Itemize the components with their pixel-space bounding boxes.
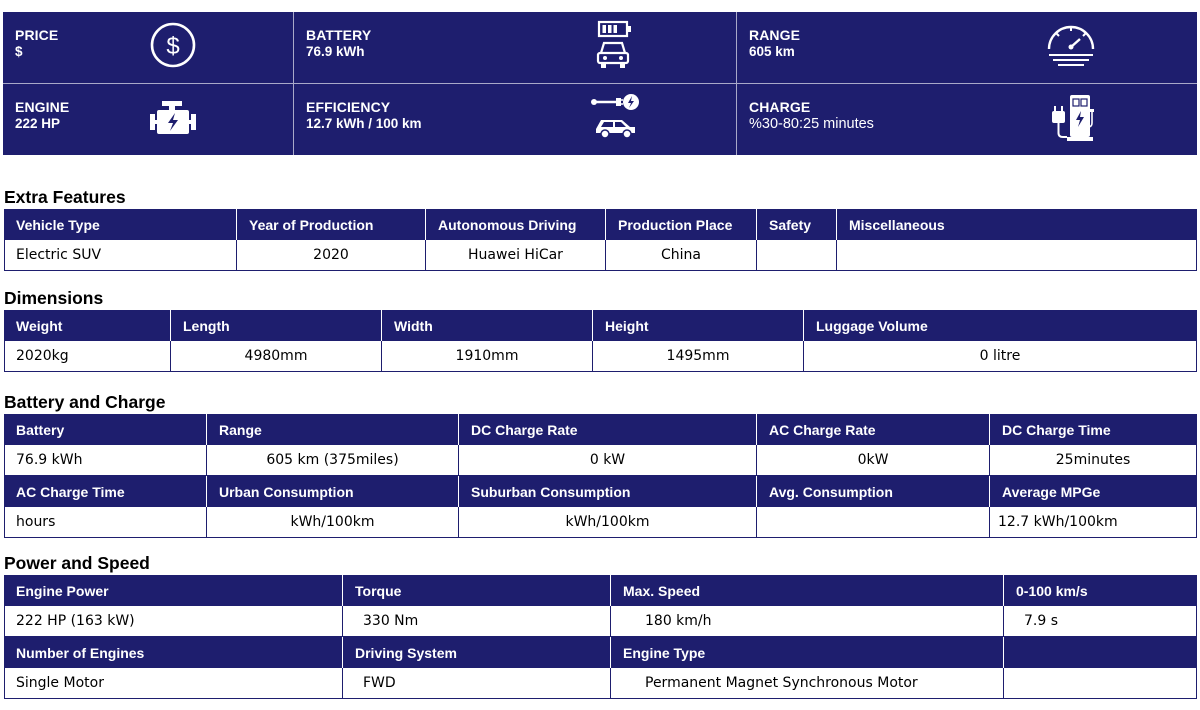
table-header-cell: 0-100 km/s [1016, 582, 1088, 599]
table-header-cell: Year of Production [237, 209, 426, 240]
engine-icon [145, 89, 201, 145]
charging-station-icon [1043, 89, 1099, 145]
table-cell: Electric SUV [4, 240, 237, 270]
table-header-cell: DC Charge Rate [459, 414, 757, 445]
extra-features-table [4, 209, 1197, 271]
spec-summary-banner [3, 12, 1197, 155]
range-summary [737, 12, 1197, 82]
table-cell: 0kW [757, 445, 990, 475]
table-header-cell: Torque [343, 575, 611, 606]
table-cell: FWD [343, 668, 611, 698]
charge-label: CHARGE [749, 99, 811, 115]
table-cell [757, 240, 837, 270]
engine-value: 222 HP [15, 116, 61, 131]
range-value: 605 km [749, 44, 795, 59]
svg-text:$: $ [166, 33, 180, 60]
table-header-cell: Miscellaneous [849, 216, 945, 233]
table-header-cell: Suburban Consumption [459, 476, 757, 507]
engine-summary [3, 84, 293, 154]
engine-label: ENGINE [15, 99, 70, 115]
efficiency-summary [294, 84, 736, 154]
table-header-cell: Engine Power [4, 575, 343, 606]
table-cell: 25minutes [990, 445, 1197, 475]
section-title-dimensions: Dimensions [4, 288, 104, 308]
table-cell [1004, 668, 1197, 698]
table-header-cell: Weight [4, 310, 171, 341]
section-title-power-speed: Power and Speed [4, 553, 150, 573]
table-header-row [4, 414, 1197, 445]
table-header-cell: AC Charge Rate [757, 414, 990, 445]
table-cell: Huawei HiCar [426, 240, 606, 270]
charge-summary [737, 84, 1197, 154]
table-header-row [4, 575, 1197, 606]
table-cell: 4980mm [171, 341, 382, 371]
table-cell: kWh/100km [207, 507, 459, 537]
table-cell: 0 kW [459, 445, 757, 475]
table-header-row [4, 637, 1197, 668]
table-cell: 1495mm [593, 341, 804, 371]
table-cell: 2020 [237, 240, 426, 270]
table-row [4, 606, 1197, 637]
table-header-cell: Battery [4, 414, 207, 445]
efficiency-label: EFFICIENCY [306, 99, 391, 115]
table-header-cell: Height [593, 310, 804, 341]
table-cell: hours [4, 507, 207, 537]
charge-value: %30-80:25 minutes [749, 116, 874, 132]
battery-label: BATTERY [306, 27, 372, 43]
table-header-cell: Width [382, 310, 593, 341]
table-cell: 76.9 kWh [4, 445, 207, 475]
table-header-cell: Luggage Volume [816, 317, 928, 334]
table-cell: kWh/100km [459, 507, 757, 537]
table-cell: 0 litre [804, 341, 1197, 371]
table-cell: 1910mm [382, 341, 593, 371]
table-header-row [4, 476, 1197, 507]
battery-summary [294, 12, 736, 82]
table-header-cell: Range [207, 414, 459, 445]
table-row [4, 507, 1197, 538]
table-header-cell: Driving System [343, 637, 611, 668]
table-header-cell: DC Charge Time [1002, 421, 1111, 438]
table-header-row [4, 209, 1197, 240]
table-cell: 180 km/h [611, 606, 1004, 636]
table-header-cell: Safety [757, 209, 837, 240]
table-row [4, 668, 1197, 699]
table-cell: Permanent Magnet Synchronous Motor [611, 668, 1004, 698]
plug-car-icon [586, 89, 642, 145]
price-summary [3, 12, 293, 82]
table-header-cell: Vehicle Type [4, 209, 237, 240]
section-title-battery-charge: Battery and Charge [4, 392, 166, 412]
dollar-circle-icon [145, 17, 201, 73]
table-cell: China [606, 240, 757, 270]
table-row [4, 445, 1197, 476]
table-row [4, 341, 1197, 372]
table-cell: 12.7 kWh/100km [990, 507, 1197, 537]
table-cell: 605 km (375miles) [207, 445, 459, 475]
price-label: PRICE [15, 27, 59, 43]
table-header-cell: Length [171, 310, 382, 341]
table-header-cell: Urban Consumption [207, 476, 459, 507]
dimensions-table [4, 310, 1197, 372]
table-header-cell: Max. Speed [611, 575, 1004, 606]
table-cell: 7.9 s [1004, 606, 1197, 636]
speedometer-icon [1043, 17, 1099, 73]
power-speed-table [4, 575, 1197, 699]
table-cell: 330 Nm [343, 606, 611, 636]
section-title-extra-features: Extra Features [4, 187, 126, 207]
battery-car-icon [586, 17, 642, 73]
price-value: $ [15, 44, 23, 59]
range-label: RANGE [749, 27, 801, 43]
table-header-cell: Average MPGe [1002, 483, 1101, 500]
table-cell [757, 507, 990, 537]
battery-value: 76.9 kWh [306, 44, 365, 59]
battery-charge-table [4, 414, 1197, 538]
efficiency-value: 12.7 kWh / 100 km [306, 116, 422, 131]
table-header-cell: Avg. Consumption [757, 476, 990, 507]
table-cell: 222 HP (163 kW) [4, 606, 343, 636]
table-header-cell [1004, 637, 1197, 668]
table-header-row [4, 310, 1197, 341]
table-cell: 2020kg [4, 341, 171, 371]
table-cell: Single Motor [4, 668, 343, 698]
table-header-cell: Number of Engines [4, 637, 343, 668]
table-header-cell: AC Charge Time [4, 476, 207, 507]
table-header-cell: Autonomous Driving [426, 209, 606, 240]
table-header-cell: Production Place [606, 209, 757, 240]
table-cell [837, 240, 1197, 270]
table-row [4, 240, 1197, 271]
table-header-cell: Engine Type [611, 637, 1004, 668]
